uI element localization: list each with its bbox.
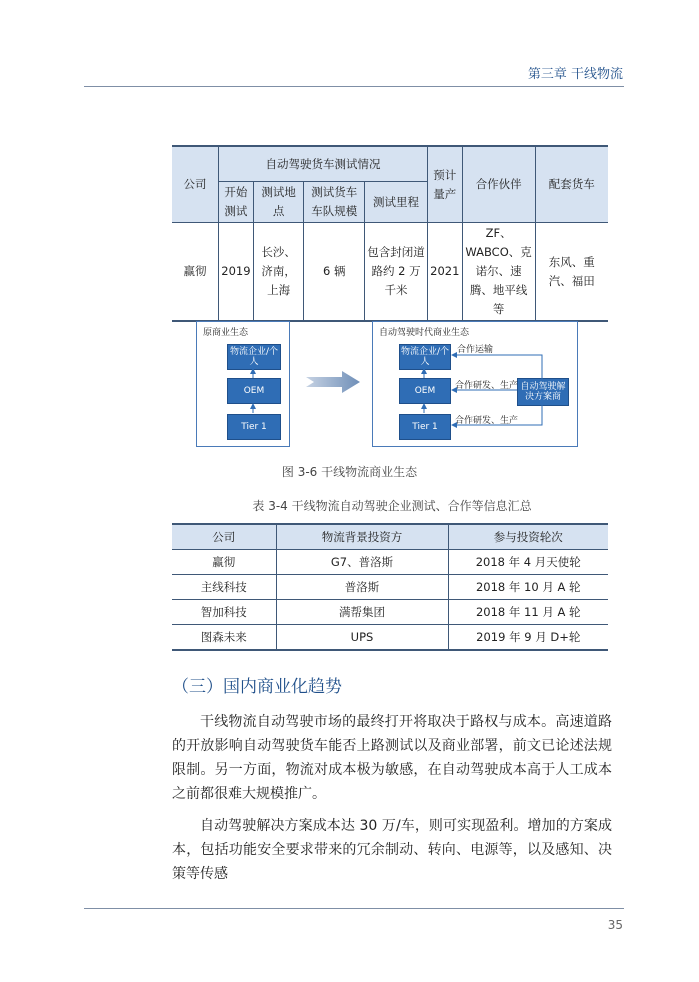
cell-company: 智加科技 [172,600,276,625]
node-oem-right: OEM [399,378,451,404]
body-paragraph-2: 自动驾驶解决方案成本达 30 万/车，则可实现盈利。增加的方案成本，包括功能安全要求带来的冗余制动、转向、电源等，以及感知、决策等传感 [172,818,612,882]
head-company-2: 公司 [172,524,276,550]
head-test-group: 自动驾驶货车测试情况 [219,146,428,182]
cell-investor: 满帮集团 [276,600,448,625]
cell-fleet: 6 辆 [304,223,365,322]
page-number: 35 [607,918,623,932]
header-rule [84,86,624,87]
cell-investor: 普洛斯 [276,575,448,600]
cell-mass: 2021 [427,223,462,322]
head-partner: 合作伙伴 [462,146,535,223]
cell-truck: 东风、重汽、福田 [535,223,608,322]
cell-partner: ZF、WABCO、克诺尔、速腾、地平线等 [462,223,535,322]
section-heading: （三）国内商业化趋势 [172,677,342,697]
table-row [172,550,608,575]
investment-table [172,523,608,651]
head-mileage: 测试里程 [365,182,428,223]
node-logistics-right: 物流企业/个人 [399,344,451,370]
cell-location: 长沙、济南，上海 [253,223,304,322]
autonomous-ecosystem-title: 自动驾驶时代商业生态 [379,328,470,338]
head-fleet: 测试货车车队规模 [304,182,365,223]
test-info-table [172,145,608,322]
node-logistics-left: 物流企业/个人 [227,344,281,370]
cell-company: 主线科技 [172,575,276,600]
label-transport: 合作运输 [457,345,494,355]
head-location: 测试地点 [253,182,304,223]
table-row [172,625,608,651]
cell-round: 2018 年 4 月天使轮 [448,550,608,575]
cell-start: 2019 [219,223,254,322]
cell-round: 2019 年 9 月 D+轮 [448,625,608,651]
diagram-connectors [192,319,592,449]
head-truck: 配套货车 [535,146,608,223]
business-ecosystem-diagram [192,319,592,449]
head-investor: 物流背景投资方 [276,524,448,550]
table-caption: 表 3-4 干线物流自动驾驶企业测试、合作等信息汇总 [252,499,532,513]
head-start: 开始测试 [219,182,254,223]
cell-round: 2018 年 10 月 A 轮 [448,575,608,600]
cell-company: 赢彻 [172,550,276,575]
node-tier1-right: Tier 1 [399,414,451,440]
cell-round: 2018 年 11 月 A 轮 [448,600,608,625]
label-rd-tier1: 合作研发、生产 [455,416,519,426]
table-row [172,600,608,625]
node-tier1-left: Tier 1 [227,414,281,440]
cell-investor: G7、普洛斯 [276,550,448,575]
head-company: 公司 [172,146,219,223]
head-mass-production: 预计量产 [427,146,462,223]
cell-company: 图森未来 [172,625,276,651]
cell-company: 赢彻 [172,223,219,322]
body-paragraph-1: 干线物流自动驾驶市场的最终打开将取决于路权与成本。高速道路的开放影响自动驾驶货车能否上路测试以及商业部署，前文已论述法规限制。另一方面，物流对成本极为敏感，在自动驾驶成本高于人工成本之前都很难大规模推广。 [172,714,612,802]
cell-mileage: 包含封闭道路约 2 万千米 [365,223,428,322]
cell-investor: UPS [276,625,448,651]
chapter-header: 第三章 干线物流 [527,67,623,82]
head-round: 参与投资轮次 [448,524,608,550]
table-row [172,575,608,600]
original-ecosystem-title: 原商业生态 [203,328,249,338]
label-rd-oem: 合作研发、生产 [455,381,519,391]
figure-caption: 图 3-6 干线物流商业生态 [281,465,418,479]
footer-rule [84,908,624,909]
table-row [172,223,608,322]
node-solution-provider: 自动驾驶解决方案商 [517,378,569,406]
node-oem-left: OEM [227,378,281,404]
